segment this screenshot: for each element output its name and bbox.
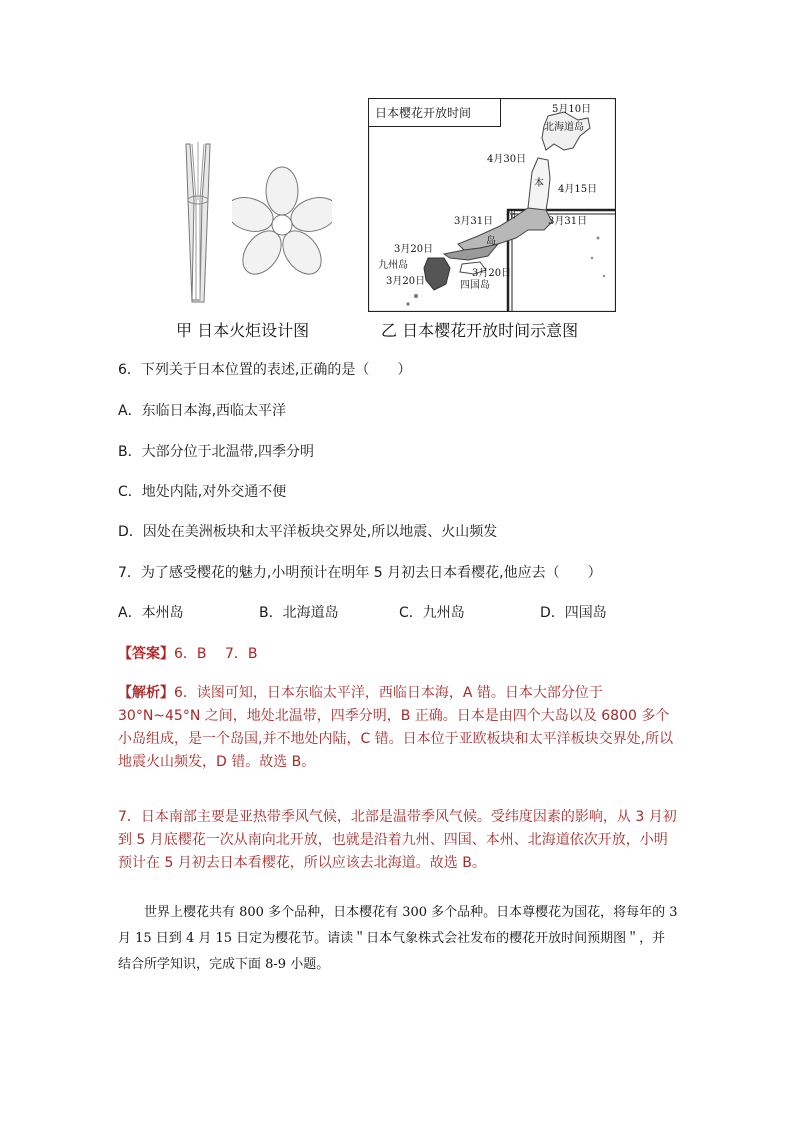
question-6-option-b: B．大部分位于北温带,四季分明 xyxy=(118,444,315,460)
question-7-option-b: B．北海道岛 xyxy=(259,605,339,621)
question-6-option-a: A．东临日本海,西临太平洋 xyxy=(118,403,287,419)
map-date-label: 3月20日 xyxy=(394,244,434,255)
explanation-6-text: 6．读图可知，日本东临太平洋，西临日本海，A 错。日本大部分位于 30°N~45°N 之间，地处北温带，四季分明，B 正确。日本是由四个大岛以及 6800 多个小岛组成，是一个岛国,并不地处内陆，C 错。日本位于亚欧板块和太平洋板块交界处,所以地震火山频发，D 错。故选 B。 xyxy=(118,685,674,770)
map-date-label: 3月20日 xyxy=(472,268,512,279)
map-date-label: 3月31日 xyxy=(548,216,588,227)
question-7-option-d: D．四国岛 xyxy=(540,605,607,621)
torch-caption: 甲 日本火炬设计图 xyxy=(176,321,310,340)
sakura-flower-illustration xyxy=(232,165,332,285)
question-6-option-d: D．因处在美洲板块和太平洋板块交界处,所以地震、火山频发 xyxy=(118,524,498,540)
map-date-label: 5月10日 xyxy=(552,104,592,115)
question-7-stem: 7．为了感受樱花的魅力,小明预计在明年 5 月初去日本看樱花,他应去（ ） xyxy=(118,565,602,581)
explanation-tag: 【解析】 xyxy=(118,685,174,701)
question-6-option-c: C．地处内陆,对外交通不便 xyxy=(118,484,287,500)
answer-text: 6．B 7．B xyxy=(174,646,258,662)
reading-passage: 世界上樱花共有 800 多个品种，日本樱花有 300 多个品种。日本尊樱花为国花，将每年的 3 月 15 日到 4 月 15 日定为樱花节。请读＂日本气象株式会社发布的樱花开放时间预期图＂，并结合所学知识，完成下面 8-9 小题。 xyxy=(118,905,678,972)
answer-line xyxy=(118,643,257,663)
map-date-label: 4月15日 xyxy=(558,184,598,195)
question-6-stem: 6．下列关于日本位置的表述,正确的是（ ） xyxy=(118,362,412,378)
map-island-label: 本 xyxy=(534,178,544,189)
torch-illustration xyxy=(178,140,218,305)
question-7-option-c: C．九州岛 xyxy=(399,605,465,621)
map-island-label: 四国岛 xyxy=(460,280,490,291)
map-date-label: 3月20日 xyxy=(386,276,426,287)
map-island-label: 岛 xyxy=(486,236,496,247)
map-caption: 乙 日本樱花开放时间示意图 xyxy=(381,321,579,340)
answer-tag: 【答案】 xyxy=(118,646,174,662)
explanation-7: 7．日本南部主要是亚热带季风气候，北部是温带季风气候。受纬度因素的影响，从 3 月初到 5 月底樱花一次从南向北开放，也就是沿着九州、四国、本州、北海道依次开放，小明预计在 5 月初去日本看樱花，所以应该去北海道。故选 B。 xyxy=(118,809,677,871)
map-date-label: 3月31日 xyxy=(454,216,494,227)
map-island-label: 州 xyxy=(506,210,516,221)
map-island-label: 九州岛 xyxy=(378,260,408,271)
map-island-label: 北海道岛 xyxy=(544,122,584,133)
map-title: 日本樱花开放时间 xyxy=(375,106,472,120)
explanation-6 xyxy=(118,682,678,774)
question-7-option-a: A．本州岛 xyxy=(118,605,184,621)
map-date-label: 4月30日 xyxy=(487,154,527,165)
japan-sakura-map xyxy=(368,98,616,312)
